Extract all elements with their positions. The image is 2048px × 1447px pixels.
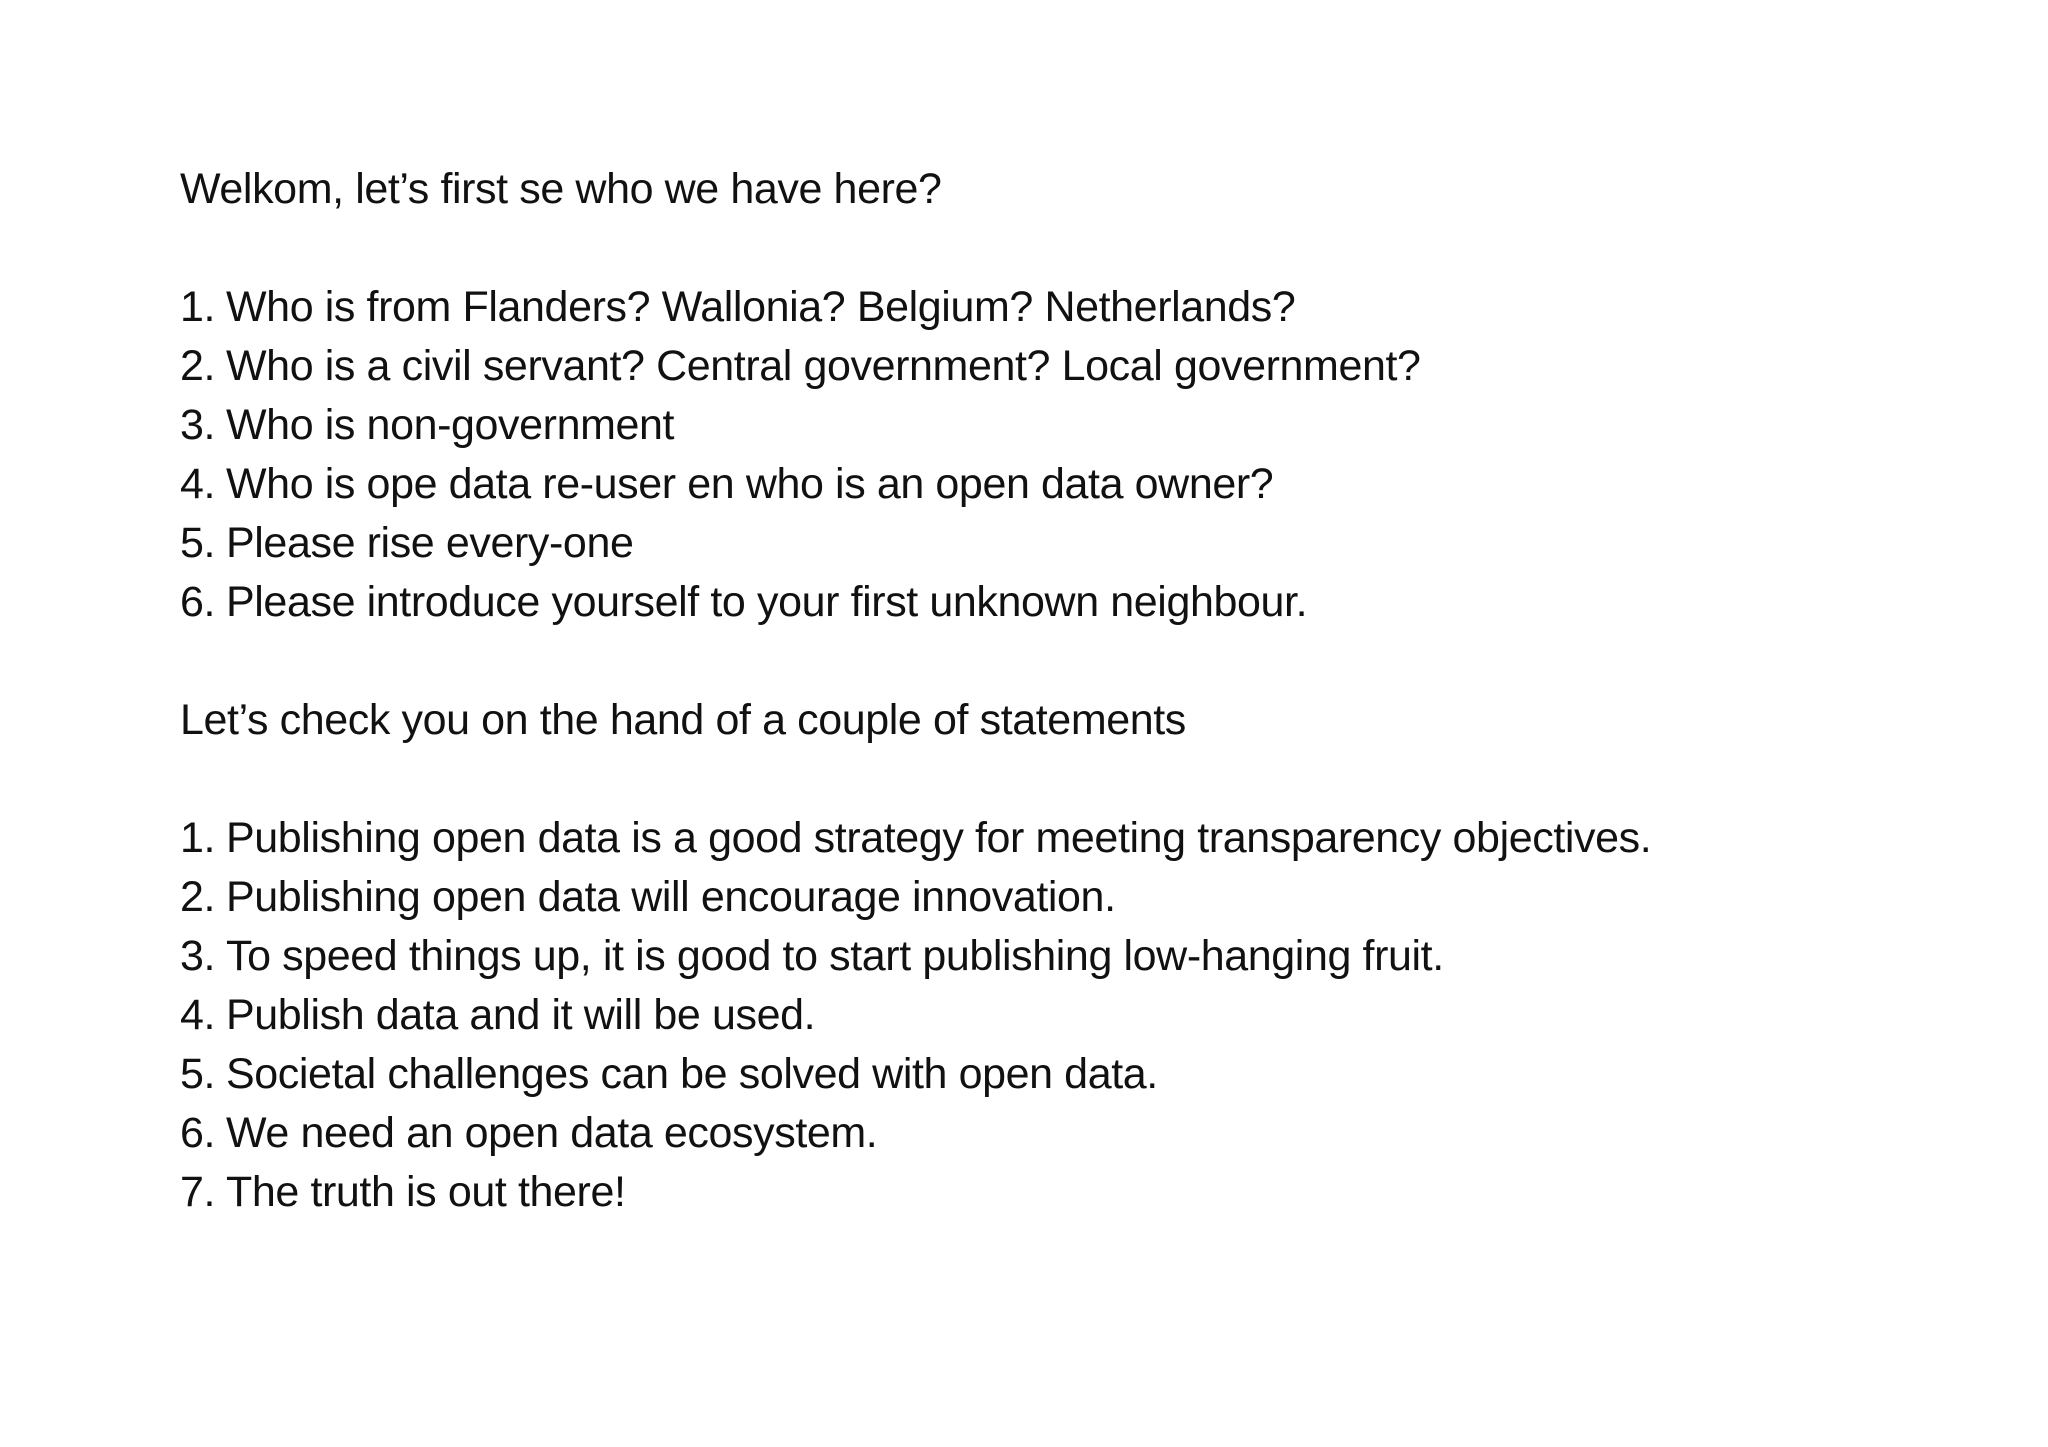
list-number: 5. [180,1050,216,1098]
intro-heading: Welkom, let’s first se who we have here? [180,165,942,213]
intro-list-item [180,455,1940,514]
intro-list-item [180,337,1940,396]
list-number: 4. [180,991,216,1039]
statement-list-item [180,1104,1940,1163]
list-number: 3. [180,401,216,449]
statement-list-item [180,809,1940,868]
list-text: We need an open data ecosystem. [226,1109,878,1157]
list-text: Publish data and it will be used. [226,991,816,1039]
list-text: Publishing open data is a good strategy for meeting transparency objectives. [226,814,1652,862]
intro-list-item [180,278,1940,337]
list-number: 1. [180,283,216,331]
list-number: 2. [180,342,216,390]
list-number: 7. [180,1168,216,1216]
statement-list-item [180,868,1940,927]
intro-list-item [180,573,1940,632]
list-number: 6. [180,578,216,626]
list-text: The truth is out there! [226,1168,626,1216]
list-text: To speed things up, it is good to start publishing low-hanging fruit. [226,932,1444,980]
list-number: 5. [180,519,216,567]
list-text: Who is from Flanders? Wallonia? Belgium? Netherlands? [226,283,1296,331]
list-text: Who is ope data re-user en who is an open data owner? [226,460,1274,508]
list-number: 2. [180,873,216,921]
list-text: Societal challenges can be solved with open data. [226,1050,1158,1098]
blank-line [180,219,1940,278]
intro-list-item [180,514,1940,573]
list-text: Who is a civil servant? Central government? Local government? [226,342,1421,390]
list-text: Please introduce yourself to your first unknown neighbour. [226,578,1308,626]
list-text: Who is non-government [226,401,675,449]
list-text: Please rise every-one [226,519,634,567]
document-body [180,160,1940,1222]
statement-list-item [180,1163,1940,1222]
blank-line [180,750,1940,809]
list-number: 1. [180,814,216,862]
list-text: Publishing open data will encourage innovation. [226,873,1116,921]
list-number: 6. [180,1109,216,1157]
blank-line [180,632,1940,691]
statement-list-item [180,1045,1940,1104]
intro-list-item [180,396,1940,455]
statement-list-item [180,986,1940,1045]
statement-list-item [180,927,1940,986]
list-number: 4. [180,460,216,508]
list-number: 3. [180,932,216,980]
intro-list [180,278,1940,632]
statements-heading: Let’s check you on the hand of a couple of statements [180,696,1186,744]
statements-list [180,809,1940,1222]
